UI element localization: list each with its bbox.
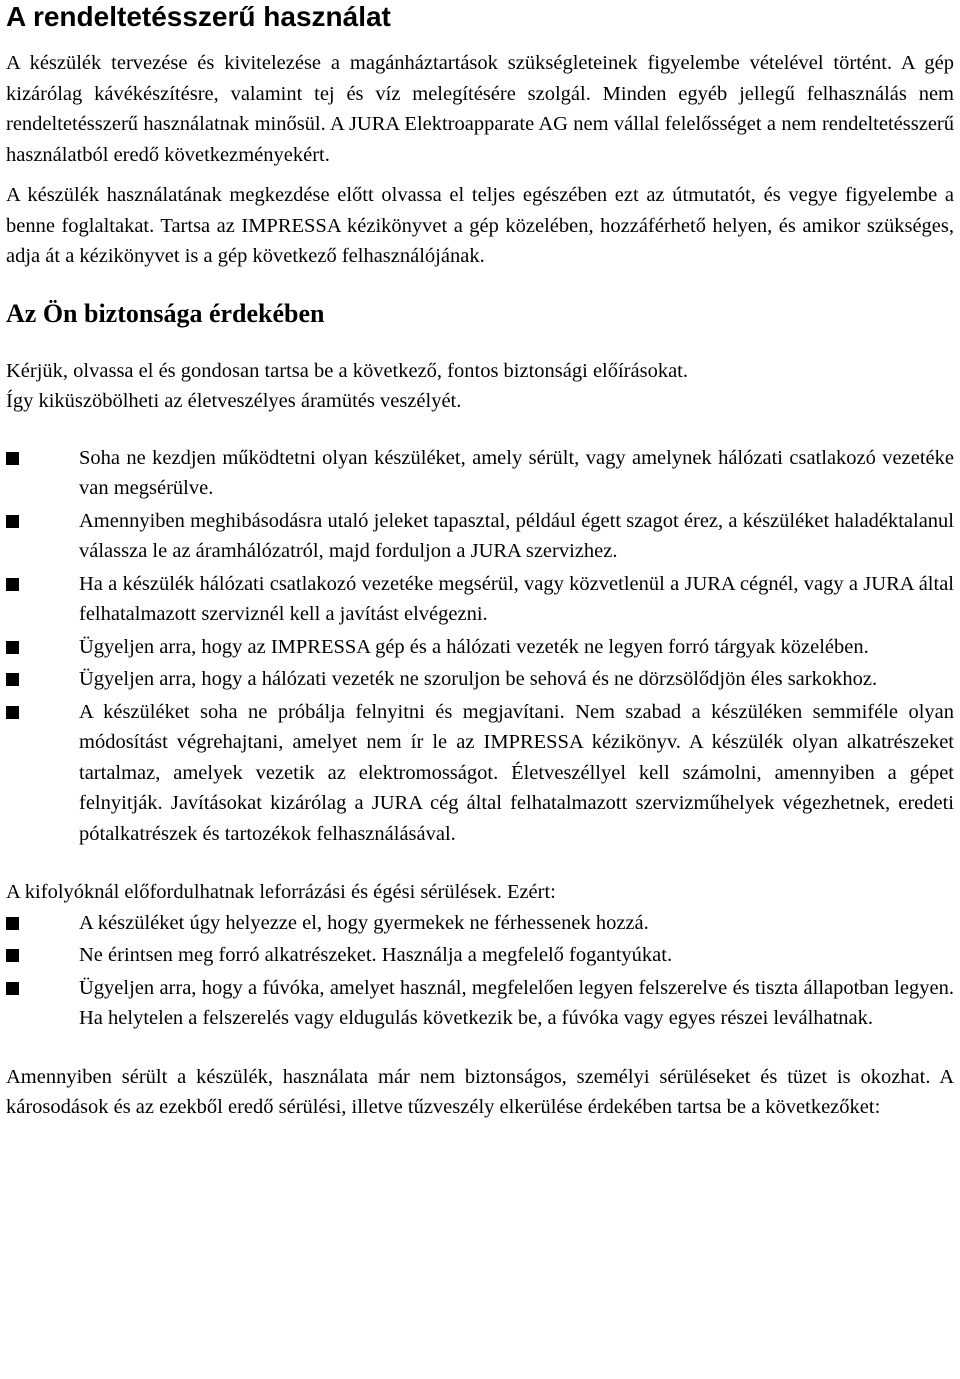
bullet-square-icon [6, 515, 19, 528]
list-item-text: Amennyiben meghibásodásra utaló jeleket tapasztal, például égett szagot érez, a készüléket haladéktalanul válassza le az áramhálózatról, majd forduljon a JURA szervizhez. [79, 509, 954, 562]
list-item-text: A készüléket soha ne próbálja felnyitni és megjavítani. Nem szabad a készüléken semmiféle olyan módosítást végrehajtani, amelyet nem ír le az IMPRESSA kézikönyv. A készülék olyan alkatrészeket tartalmaz, amelyek vezetik az elektromosságot. Életveszéllyel kell számolni, amennyiben a gépet felnyitják. Javításokat kizárólag a JURA cég által felhatalmazott szervizműhelyek végezhetnek, eredeti pótalkatrészek és tartozékok felhasználásával. [79, 700, 954, 845]
bullet-square-icon [6, 949, 19, 962]
page-title: A rendeltetésszerű használat [6, 1, 391, 32]
safety-lead-line-1: Kérjük, olvassa el és gondosan tartsa be a következő, fontos biztonsági előírásokat. [6, 359, 689, 382]
list-item [6, 632, 954, 663]
list-item [6, 443, 954, 504]
list-item [6, 664, 954, 695]
bullet-square-icon [6, 982, 19, 995]
list-item-text: A készüléket úgy helyezze el, hogy gyermekek ne férhessenek hozzá. [79, 911, 649, 934]
list-item [6, 973, 954, 1034]
safety-lead-line-2: Így kiküszöbölheti az életveszélyes áramütés veszélyét. [6, 390, 462, 412]
burns-list [6, 908, 954, 1034]
list-item-text: Ügyeljen arra, hogy a hálózati vezeték ne szoruljon be sehová és ne dörzsölődjön éles sarkokhoz. [79, 668, 878, 690]
list-item-text: Ha a készülék hálózati csatlakozó vezetéke megsérül, vagy közvetlenül a JURA cégnél, vagy a JURA által felhatalmazott szerviznél kell a javítást elvégezni. [79, 572, 954, 625]
bullet-square-icon [6, 641, 19, 654]
bullet-square-icon [6, 673, 19, 686]
list-item-text: Ne érintsen meg forró alkatrészeket. Használja a megfelelő fogantyúkat. [79, 944, 673, 966]
bullet-square-icon [6, 578, 19, 591]
list-item [6, 940, 954, 971]
safety-list [6, 443, 954, 850]
list-item [6, 506, 954, 567]
list-item-text: Ügyeljen arra, hogy a fúvóka, amelyet használ, megfelelően legyen felszerelve és tiszta állapotban legyen. Ha helytelen a felszerelés vagy eldugulás következik be, a fúvóka vagy egyes részei leválhatnak. [79, 976, 954, 1029]
list-item [6, 569, 954, 630]
list-item [6, 908, 954, 939]
intro-paragraph-2: A készülék használatának megkezdése előtt olvassa el teljes egészében ezt az útmutatót, és vegye figyelembe a benne foglaltakat. Tartsa az IMPRESSA kézikönyvet a gép közelében, hozzáférhető helyen, és amikor szükséges, adja át a kézikönyvet is a gép következő felhasználójának. [6, 184, 954, 267]
list-item [6, 697, 954, 850]
burns-lead: A kifolyóknál előfordulhatnak leforrázási és égési sérülések. Ezért: [6, 881, 556, 903]
bullet-square-icon [6, 917, 19, 930]
bullet-square-icon [6, 706, 19, 719]
bullet-square-icon [6, 452, 19, 465]
safety-heading: Az Ön biztonsága érdekében [6, 298, 325, 328]
list-item-text: Soha ne kezdjen működtetni olyan készüléket, amely sérült, vagy amelynek hálózati csatlakozó vezetéke van megsérülve. [79, 446, 954, 499]
closing-paragraph: Amennyiben sérült a készülék, használata már nem biztonságos, személyi sérüléseket és tüzet is okozhat. A károsodások és az ezekből eredő sérülési, illetve tűzveszély elkerülése érdekében tartsa be a következőket: [6, 1065, 954, 1118]
intro-paragraph-1: A készülék tervezése és kivitelezése a magánháztartások szükségleteinek figyelembe vételével történt. A gép kizárólag kávékészítésre, valamint tej és víz melegítésére szolgál. Minden egyéb jellegű felhasználás nem rendeltetésszerű használatnak minősül. A JURA Elektroapparate AG nem vállal felelősséget a nem rendeltetésszerű használatból eredő következményekért. [6, 52, 954, 166]
list-item-text: Ügyeljen arra, hogy az IMPRESSA gép és a hálózati vezeték ne legyen forró tárgyak közelében. [79, 635, 869, 658]
